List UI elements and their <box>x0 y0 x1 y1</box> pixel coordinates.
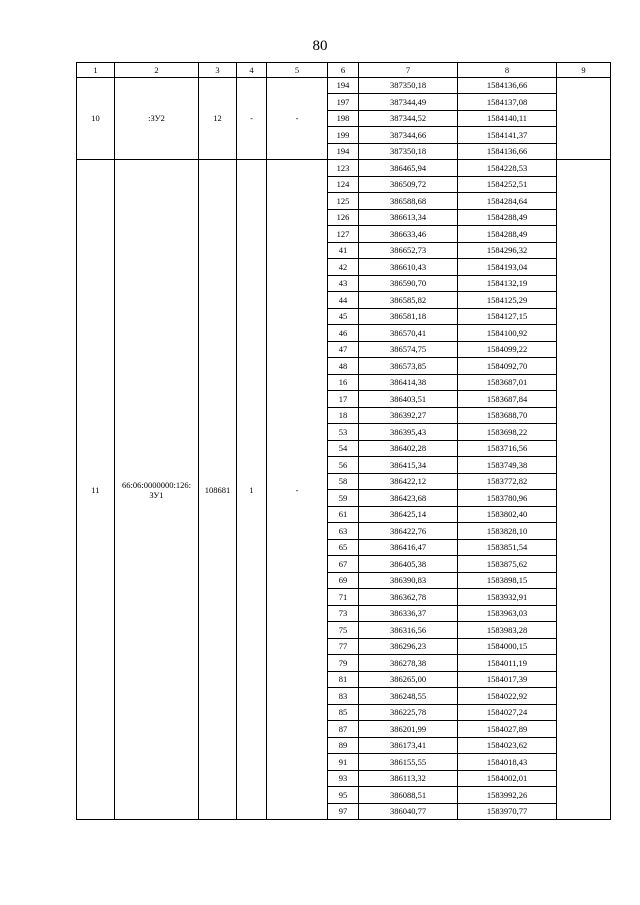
x-coordinate-cell: 386422,12 <box>359 473 458 490</box>
x-coordinate-cell: 387344,49 <box>359 94 458 111</box>
x-coordinate-cell: 386405,38 <box>359 556 458 573</box>
x-coordinate-cell: 386113,32 <box>359 770 458 787</box>
y-coordinate-cell: 1584100,92 <box>458 325 557 342</box>
x-coordinate-cell: 386248,55 <box>359 688 458 705</box>
x-coordinate-cell: 386088,51 <box>359 787 458 804</box>
y-coordinate-cell: 1584099,22 <box>458 341 557 358</box>
x-coordinate-cell: 386225,78 <box>359 704 458 721</box>
x-coordinate-cell: 386155,55 <box>359 754 458 771</box>
x-coordinate-cell: 386416,47 <box>359 539 458 556</box>
x-coordinate-cell: 387350,18 <box>359 143 458 160</box>
x-coordinate-cell: 386509,72 <box>359 176 458 193</box>
x-coordinate-cell: 386265,00 <box>359 671 458 688</box>
point-number-cell: 124 <box>328 176 359 193</box>
point-number-cell: 18 <box>328 407 359 424</box>
point-number-cell: 198 <box>328 110 359 127</box>
point-number-cell: 126 <box>328 209 359 226</box>
x-coordinate-cell: 386040,77 <box>359 803 458 820</box>
y-coordinate-cell: 1583688,70 <box>458 407 557 424</box>
point-number-cell: 65 <box>328 539 359 556</box>
x-coordinate-cell: 386423,68 <box>359 490 458 507</box>
point-number-cell: 77 <box>328 638 359 655</box>
column-number-cell: 4 <box>237 63 267 78</box>
y-coordinate-cell: 1584193,04 <box>458 259 557 276</box>
point-number-cell: 47 <box>328 341 359 358</box>
y-coordinate-cell: 1584137,08 <box>458 94 557 111</box>
column-number-cell: 8 <box>458 63 557 78</box>
y-coordinate-cell: 1584140,11 <box>458 110 557 127</box>
y-coordinate-cell: 1584011,19 <box>458 655 557 672</box>
y-coordinate-cell: 1584252,51 <box>458 176 557 193</box>
x-coordinate-cell: 386316,56 <box>359 622 458 639</box>
y-coordinate-cell: 1583749,38 <box>458 457 557 474</box>
y-coordinate-cell: 1583780,96 <box>458 490 557 507</box>
y-coordinate-cell: 1584002,01 <box>458 770 557 787</box>
y-coordinate-cell: 1583687,01 <box>458 374 557 391</box>
y-coordinate-cell: 1584141,37 <box>458 127 557 144</box>
x-coordinate-cell: 386425,14 <box>359 506 458 523</box>
point-number-cell: 16 <box>328 374 359 391</box>
coordinates-table <box>76 62 611 820</box>
point-number-cell: 95 <box>328 787 359 804</box>
point-number-cell: 69 <box>328 572 359 589</box>
table-row <box>77 160 611 177</box>
point-number-cell: 197 <box>328 94 359 111</box>
x-coordinate-cell: 386422,76 <box>359 523 458 540</box>
point-number-cell: 123 <box>328 160 359 177</box>
point-number-cell: 127 <box>328 226 359 243</box>
y-coordinate-cell: 1584136,66 <box>458 77 557 94</box>
y-coordinate-cell: 1584125,29 <box>458 292 557 309</box>
point-number-cell: 17 <box>328 391 359 408</box>
point-number-cell: 87 <box>328 721 359 738</box>
area-cell: 108681 <box>199 160 237 820</box>
point-number-cell: 42 <box>328 259 359 276</box>
x-coordinate-cell: 387344,66 <box>359 127 458 144</box>
column-number-row <box>77 63 611 78</box>
x-coordinate-cell: 386588,68 <box>359 193 458 210</box>
point-number-cell: 89 <box>328 737 359 754</box>
y-coordinate-cell: 1584023,62 <box>458 737 557 754</box>
y-coordinate-cell: 1583992,26 <box>458 787 557 804</box>
column-number-cell: 2 <box>115 63 199 78</box>
y-coordinate-cell: 1584000,15 <box>458 638 557 655</box>
x-coordinate-cell: 386570,41 <box>359 325 458 342</box>
x-coordinate-cell: 386278,38 <box>359 655 458 672</box>
x-coordinate-cell: 386633,46 <box>359 226 458 243</box>
y-coordinate-cell: 1583698,22 <box>458 424 557 441</box>
point-number-cell: 54 <box>328 440 359 457</box>
point-number-cell: 125 <box>328 193 359 210</box>
y-coordinate-cell: 1583828,10 <box>458 523 557 540</box>
y-coordinate-cell: 1583932,91 <box>458 589 557 606</box>
point-number-cell: 48 <box>328 358 359 375</box>
y-coordinate-cell: 1584018,43 <box>458 754 557 771</box>
x-coordinate-cell: 386392,27 <box>359 407 458 424</box>
point-number-cell: 85 <box>328 704 359 721</box>
x-coordinate-cell: 386585,82 <box>359 292 458 309</box>
y-coordinate-cell: 1583716,56 <box>458 440 557 457</box>
page-number: 80 <box>312 38 328 54</box>
y-coordinate-cell: 1584288,49 <box>458 226 557 243</box>
point-number-cell: 97 <box>328 803 359 820</box>
x-coordinate-cell: 386465,94 <box>359 160 458 177</box>
cadastral-number-cell: :ЗУ2 <box>115 77 199 160</box>
point-number-cell: 46 <box>328 325 359 342</box>
x-coordinate-cell: 386652,73 <box>359 242 458 259</box>
col5-cell: - <box>267 160 328 820</box>
y-coordinate-cell: 1583963,03 <box>458 605 557 622</box>
record-number-cell: 11 <box>77 160 115 820</box>
y-coordinate-cell: 1584022,92 <box>458 688 557 705</box>
point-number-cell: 81 <box>328 671 359 688</box>
x-coordinate-cell: 386201,99 <box>359 721 458 738</box>
column-number-cell: 1 <box>77 63 115 78</box>
record-number-cell: 10 <box>77 77 115 160</box>
point-number-cell: 61 <box>328 506 359 523</box>
y-coordinate-cell: 1583772,82 <box>458 473 557 490</box>
y-coordinate-cell: 1583802,40 <box>458 506 557 523</box>
column-number-cell: 7 <box>359 63 458 78</box>
x-coordinate-cell: 386415,34 <box>359 457 458 474</box>
point-number-cell: 71 <box>328 589 359 606</box>
x-coordinate-cell: 386390,83 <box>359 572 458 589</box>
point-number-cell: 83 <box>328 688 359 705</box>
point-number-cell: 41 <box>328 242 359 259</box>
x-coordinate-cell: 386173,41 <box>359 737 458 754</box>
y-coordinate-cell: 1584288,49 <box>458 209 557 226</box>
point-number-cell: 73 <box>328 605 359 622</box>
y-coordinate-cell: 1584296,32 <box>458 242 557 259</box>
column-number-cell: 3 <box>199 63 237 78</box>
col5-cell: - <box>267 77 328 160</box>
x-coordinate-cell: 387350,18 <box>359 77 458 94</box>
y-coordinate-cell: 1583875,62 <box>458 556 557 573</box>
col9-cell <box>557 77 611 160</box>
x-coordinate-cell: 386403,51 <box>359 391 458 408</box>
y-coordinate-cell: 1583687,84 <box>458 391 557 408</box>
y-coordinate-cell: 1583898,15 <box>458 572 557 589</box>
point-number-cell: 194 <box>328 143 359 160</box>
point-number-cell: 63 <box>328 523 359 540</box>
area-cell: 12 <box>199 77 237 160</box>
x-coordinate-cell: 386610,43 <box>359 259 458 276</box>
y-coordinate-cell: 1583970,77 <box>458 803 557 820</box>
col4-cell: 1 <box>237 160 267 820</box>
column-number-cell: 6 <box>328 63 359 78</box>
point-number-cell: 91 <box>328 754 359 771</box>
y-coordinate-cell: 1583983,28 <box>458 622 557 639</box>
y-coordinate-cell: 1584092,70 <box>458 358 557 375</box>
x-coordinate-cell: 386414,38 <box>359 374 458 391</box>
table-row <box>77 77 611 94</box>
x-coordinate-cell: 386590,70 <box>359 275 458 292</box>
cadastral-number-cell: 66:06:0000000:126: ЗУ1 <box>115 160 199 820</box>
point-number-cell: 44 <box>328 292 359 309</box>
x-coordinate-cell: 387344,52 <box>359 110 458 127</box>
x-coordinate-cell: 386573,85 <box>359 358 458 375</box>
point-number-cell: 199 <box>328 127 359 144</box>
x-coordinate-cell: 386581,18 <box>359 308 458 325</box>
point-number-cell: 93 <box>328 770 359 787</box>
point-number-cell: 75 <box>328 622 359 639</box>
x-coordinate-cell: 386613,34 <box>359 209 458 226</box>
col4-cell: - <box>237 77 267 160</box>
x-coordinate-cell: 386395,43 <box>359 424 458 441</box>
point-number-cell: 59 <box>328 490 359 507</box>
x-coordinate-cell: 386402,28 <box>359 440 458 457</box>
point-number-cell: 67 <box>328 556 359 573</box>
y-coordinate-cell: 1584136,66 <box>458 143 557 160</box>
col9-cell <box>557 160 611 820</box>
y-coordinate-cell: 1584127,15 <box>458 308 557 325</box>
point-number-cell: 45 <box>328 308 359 325</box>
point-number-cell: 53 <box>328 424 359 441</box>
y-coordinate-cell: 1584027,89 <box>458 721 557 738</box>
x-coordinate-cell: 386336,37 <box>359 605 458 622</box>
y-coordinate-cell: 1583851,54 <box>458 539 557 556</box>
point-number-cell: 58 <box>328 473 359 490</box>
y-coordinate-cell: 1584132,19 <box>458 275 557 292</box>
y-coordinate-cell: 1584228,53 <box>458 160 557 177</box>
x-coordinate-cell: 386362,78 <box>359 589 458 606</box>
column-number-cell: 9 <box>557 63 611 78</box>
x-coordinate-cell: 386296,23 <box>359 638 458 655</box>
column-number-cell: 5 <box>267 63 328 78</box>
point-number-cell: 43 <box>328 275 359 292</box>
x-coordinate-cell: 386574,75 <box>359 341 458 358</box>
point-number-cell: 79 <box>328 655 359 672</box>
y-coordinate-cell: 1584284,64 <box>458 193 557 210</box>
point-number-cell: 56 <box>328 457 359 474</box>
y-coordinate-cell: 1584017,39 <box>458 671 557 688</box>
y-coordinate-cell: 1584027,24 <box>458 704 557 721</box>
point-number-cell: 194 <box>328 77 359 94</box>
